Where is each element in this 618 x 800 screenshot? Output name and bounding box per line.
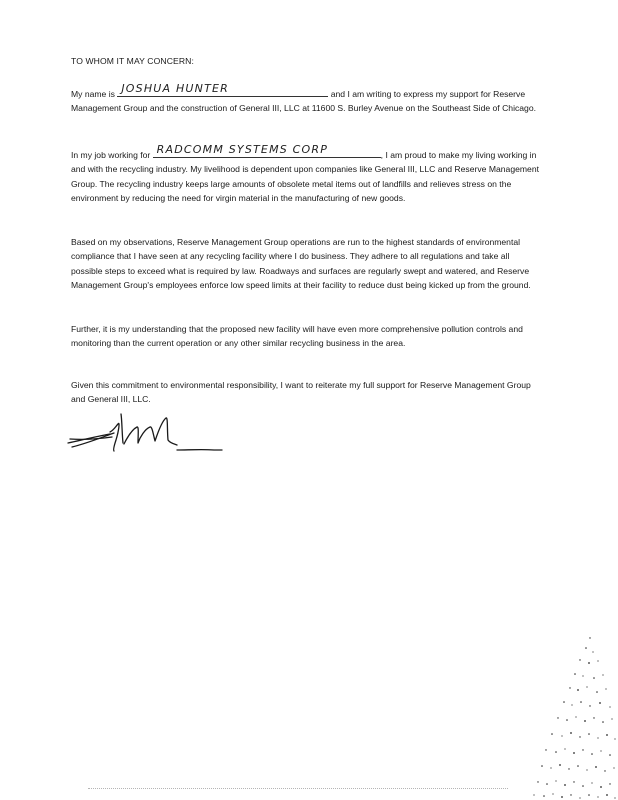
paragraph-job: [71, 145, 541, 206]
name-field: [117, 84, 328, 97]
company-prefix: In my job working for: [71, 150, 153, 160]
company-field: [153, 145, 381, 158]
company-suffix: , I am proud to make my living working in and with the recycling industry. My livelihood is dependent upon companies like General III, LLC and Reserve Management Group. The recycling industry keeps large amounts of obsolete metal items out of landfills and relieves stress on the environment by reducing the need for virgin material in the manufacturing of new goods.: [71, 150, 539, 204]
name-suffix: and I am writing to express my support for Reserve Management Group and the construction of General III, LLC at 11600 S. Burley Avenue on the Southeast Side of Chicago.: [71, 89, 536, 114]
paragraph-name: [71, 84, 541, 116]
paragraph-closing: Given this commitment to environmental responsibility, I want to reiterate my full support for Reserve Management Group and General III, LLC.: [71, 380, 531, 405]
scan-noise-icon: [520, 630, 618, 800]
signature-icon: [64, 410, 244, 460]
scan-edge-divider: [88, 788, 508, 790]
salutation: TO WHOM IT MAY CONCERN:: [71, 56, 194, 66]
paragraph-observations: Based on my observations, Reserve Management Group operations are run to the highest standards of environmental compliance that I have seen at any recycling facility where I do business. They adhere to all regulations and take all possible steps to exceed what is required by law. Roadways and surfaces are regularly swept and watered, and Reserve Management Group's employees enforce low speed limits at their facility to reduce dust being kicked up from the ground.: [71, 237, 531, 291]
handwritten-name: JOSHUA HUNTER: [121, 82, 230, 95]
paragraph-understanding: Further, it is my understanding that the proposed new facility will have even more comprehensive pollution controls and monitoring than the current operation or any other similar recycling business in the area.: [71, 324, 523, 349]
name-prefix: My name is: [71, 89, 118, 99]
handwritten-company: RADCOMM SYSTEMS CORP: [156, 143, 329, 156]
